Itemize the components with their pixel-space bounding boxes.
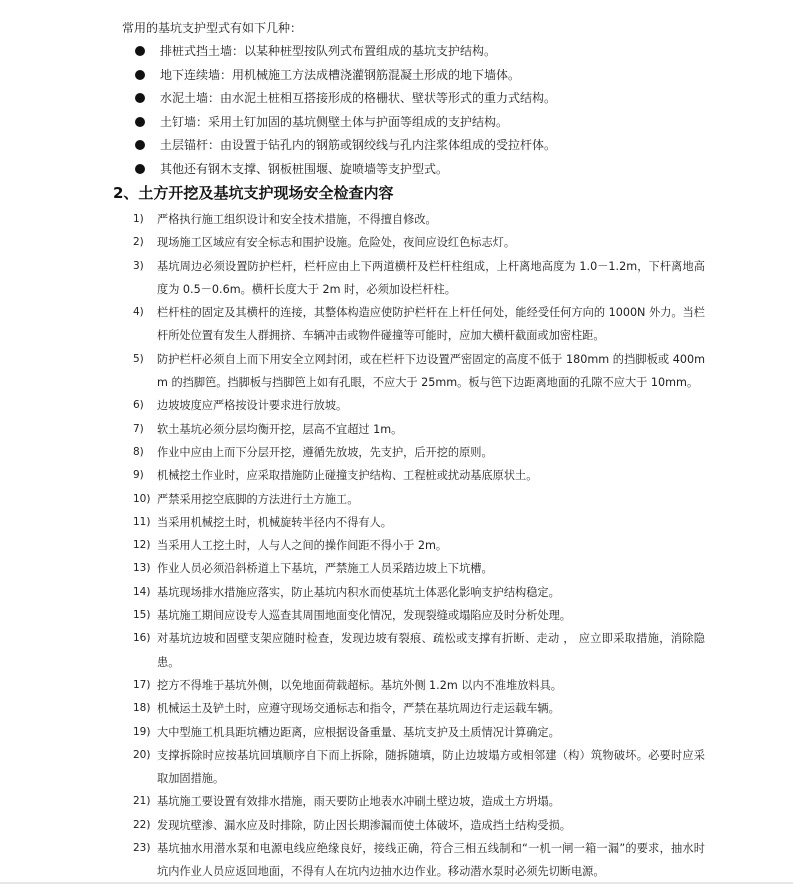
bullet-icon bbox=[135, 164, 145, 174]
support-type-item bbox=[134, 90, 556, 114]
checklist-item bbox=[133, 721, 705, 744]
item-text: 栏杆柱的固定及其横杆的连接，其整体构造应使防护栏杆在上杆任何处，能经受任何方向的 1000N 外力。当栏杆所处位置有发生人群拥挤、车辆冲击或物件碰撞等可能时，应加大横杆截面或加密柱距。 bbox=[157, 306, 705, 343]
checklist-item bbox=[133, 534, 705, 557]
checklist-item bbox=[133, 790, 705, 813]
checklist-item bbox=[133, 301, 705, 348]
item-text: 基坑施工期间应设专人巡查其周围地面变化情况，发现裂缝或塌陷应及时分析处理。 bbox=[157, 609, 571, 623]
checklist-item bbox=[133, 814, 705, 837]
item-text: 现场施工区域应有安全标志和围护设施。危险处，夜间应设红色标志灯。 bbox=[157, 236, 516, 250]
item-number: 1) bbox=[133, 213, 144, 225]
item-text: 软土基坑必须分层均衡开挖，层高不宜超过 1m。 bbox=[157, 422, 403, 436]
checklist-item bbox=[133, 511, 705, 534]
item-text: 发现坑壁渗、漏水应及时排除，防止因长期渗漏而使土体破坏，造成挡土结构受损。 bbox=[157, 818, 571, 832]
item-number: 23) bbox=[133, 842, 151, 855]
item-number: 13) bbox=[133, 562, 151, 575]
bullet-icon bbox=[135, 70, 145, 80]
support-type-list bbox=[134, 43, 556, 184]
checklist-item bbox=[133, 837, 705, 884]
checklist-item bbox=[133, 394, 705, 417]
item-number: 15) bbox=[133, 609, 151, 622]
checklist-item bbox=[133, 627, 705, 674]
item-text: 机械运土及铲土时，应遵守现场交通标志和指令，严禁在基坑周边行走运载车辆。 bbox=[157, 702, 560, 716]
item-text: 基坑施工要设置有效排水措施，雨天要防止地表水冲刷土壁边坡，造成土方坍塌。 bbox=[157, 795, 560, 809]
item-number: 20) bbox=[133, 748, 151, 761]
bullet-icon bbox=[135, 140, 145, 150]
item-number: 22) bbox=[133, 818, 151, 831]
item-number: 2) bbox=[133, 236, 144, 249]
bullet-icon bbox=[135, 93, 145, 103]
checklist-item bbox=[133, 697, 705, 720]
intro-text: 常用的基坑支护型式有如下几种： bbox=[122, 21, 303, 35]
item-text: 严禁采用挖空底脚的方法进行土方施工。 bbox=[157, 492, 359, 506]
checklist-item bbox=[133, 208, 705, 231]
bullet-icon bbox=[135, 46, 145, 56]
item-number: 17) bbox=[133, 678, 151, 691]
item-text: 机械挖土作业时，应采取措施防止碰撞支护结构、工程桩或扰动基底原状土。 bbox=[157, 469, 538, 483]
item-text: 大中型施工机具距坑槽边距离，应根据设备重量、基坑支护及土质情况计算确定。 bbox=[157, 725, 560, 739]
item-number: 19) bbox=[133, 725, 151, 738]
section-heading: 2、土方开挖及基坑支护现场安全检查内容 bbox=[113, 184, 394, 202]
item-text: 防护栏杆必须自上而下用安全立网封闭，或在栏杆下边设置严密固定的高度不低于 180mm 的挡脚板或 400mm 的挡脚笆。挡脚板与挡脚笆上如有孔眼，不应大于 25mm。板与笆下边距离地面的孔隙不应大于 10mm。 bbox=[157, 352, 705, 390]
item-text: 当采用机械挖土时，机械旋转半径内不得有人。 bbox=[157, 515, 392, 529]
support-type-item bbox=[134, 43, 556, 67]
checklist-item bbox=[133, 418, 705, 441]
support-type-text: 地下连续墙：用机械施工方法成槽浇灌钢筋混凝土形成的地下墙体。 bbox=[160, 67, 521, 82]
support-type-text: 土钉墙：采用土钉加固的基坑侧壁土体与护面等组成的支护结构。 bbox=[160, 114, 509, 129]
item-number: 5) bbox=[133, 352, 144, 365]
item-number: 7) bbox=[133, 422, 144, 435]
item-number: 16) bbox=[133, 632, 151, 645]
item-number: 4) bbox=[133, 306, 144, 319]
item-number: 9) bbox=[133, 469, 144, 482]
item-text: 基坑周边必须设置防护栏杆，栏杆应由上下两道横杆及栏杆柱组成，上杆离地高度为 1.0－1.2m，下杆离地高度为 0.5－0.6m。横杆长度大于 2m 时，必须加设栏杆柱。 bbox=[157, 259, 705, 296]
item-number: 21) bbox=[133, 795, 151, 808]
item-number: 10) bbox=[133, 492, 151, 505]
checklist-item bbox=[133, 348, 705, 395]
checklist-item bbox=[133, 604, 705, 627]
checklist-item bbox=[133, 744, 705, 791]
checklist-item bbox=[133, 255, 705, 302]
item-text: 作业人员必须沿斜桥道上下基坑，严禁施工人员采踏边坡上下坑槽。 bbox=[157, 562, 493, 576]
item-number: 14) bbox=[133, 585, 151, 598]
item-text: 对基坑边坡和固壁支架应随时检查，发现边坡有裂痕、疏松或支撑有折断、走动 ， 应立即采取措施，消除隐患。 bbox=[157, 632, 705, 669]
item-text: 边坡坡度应严格按设计要求进行放坡。 bbox=[157, 399, 348, 413]
support-type-item bbox=[134, 161, 556, 185]
support-type-text: 排桩式挡土墙：以某种桩型按队列式布置组成的基坑支护结构。 bbox=[160, 44, 497, 58]
item-number: 6) bbox=[133, 399, 144, 412]
support-type-text: 水泥土墙：由水泥土桩相互搭接形成的格栅状、壁状等形式的重力式结构。 bbox=[160, 91, 557, 105]
checklist-item bbox=[133, 464, 705, 487]
bullet-icon bbox=[135, 117, 145, 127]
item-text: 挖方不得堆于基坑外侧，以免地面荷载超标。基坑外侧 1.2m 以内不准堆放料具。 bbox=[157, 678, 562, 692]
safety-checklist bbox=[133, 208, 705, 884]
checklist-item bbox=[133, 231, 705, 254]
support-type-item bbox=[134, 114, 556, 138]
checklist-item bbox=[133, 581, 705, 604]
item-text: 作业中应由上而下分层开挖，遵循先放坡，先支护，后开挖的原则。 bbox=[157, 445, 493, 459]
checklist-item bbox=[133, 674, 705, 697]
item-text: 基坑抽水用潜水泵和电源电线应绝缘良好，接线正确，符合三相五线制和“一机一闸一箱一漏”的要求，抽水时坑内作业人员应返回地面，不得有人在坑内边抽水边作业。移动潜水泵时必须先切断电源。 bbox=[157, 842, 705, 879]
item-text: 严格执行施工组织设计和安全技术措施，不得擅自修改。 bbox=[157, 213, 437, 226]
support-type-item bbox=[134, 67, 556, 91]
checklist-item bbox=[133, 557, 705, 580]
checklist-item bbox=[133, 441, 705, 464]
item-number: 18) bbox=[133, 702, 151, 715]
item-text: 当采用人工挖土时，人与人之间的操作间距不得小于 2m。 bbox=[157, 539, 448, 553]
item-text: 支撑拆除时应按基坑回填顺序自下而上拆除，随拆随填，防止边坡塌方或相邻建（构）筑物破坏。必要时应采取加固措施。 bbox=[157, 748, 705, 786]
support-type-text: 土层锚杆：由设置于钻孔内的钢筋或钢绞线与孔内注浆体组成的受拉杆体。 bbox=[160, 138, 557, 152]
item-number: 12) bbox=[133, 539, 151, 552]
support-type-item bbox=[134, 137, 556, 161]
item-number: 8) bbox=[133, 445, 144, 458]
support-type-text: 其他还有钢木支撑、钢板桩围堰、旋喷墙等支护型式。 bbox=[160, 161, 449, 176]
item-number: 11) bbox=[133, 515, 151, 528]
item-number: 3) bbox=[133, 259, 144, 272]
checklist-item bbox=[133, 488, 705, 511]
item-text: 基坑现场排水措施应落实，防止基坑内积水而使基坑土体恶化影响支护结构稳定。 bbox=[157, 585, 560, 599]
